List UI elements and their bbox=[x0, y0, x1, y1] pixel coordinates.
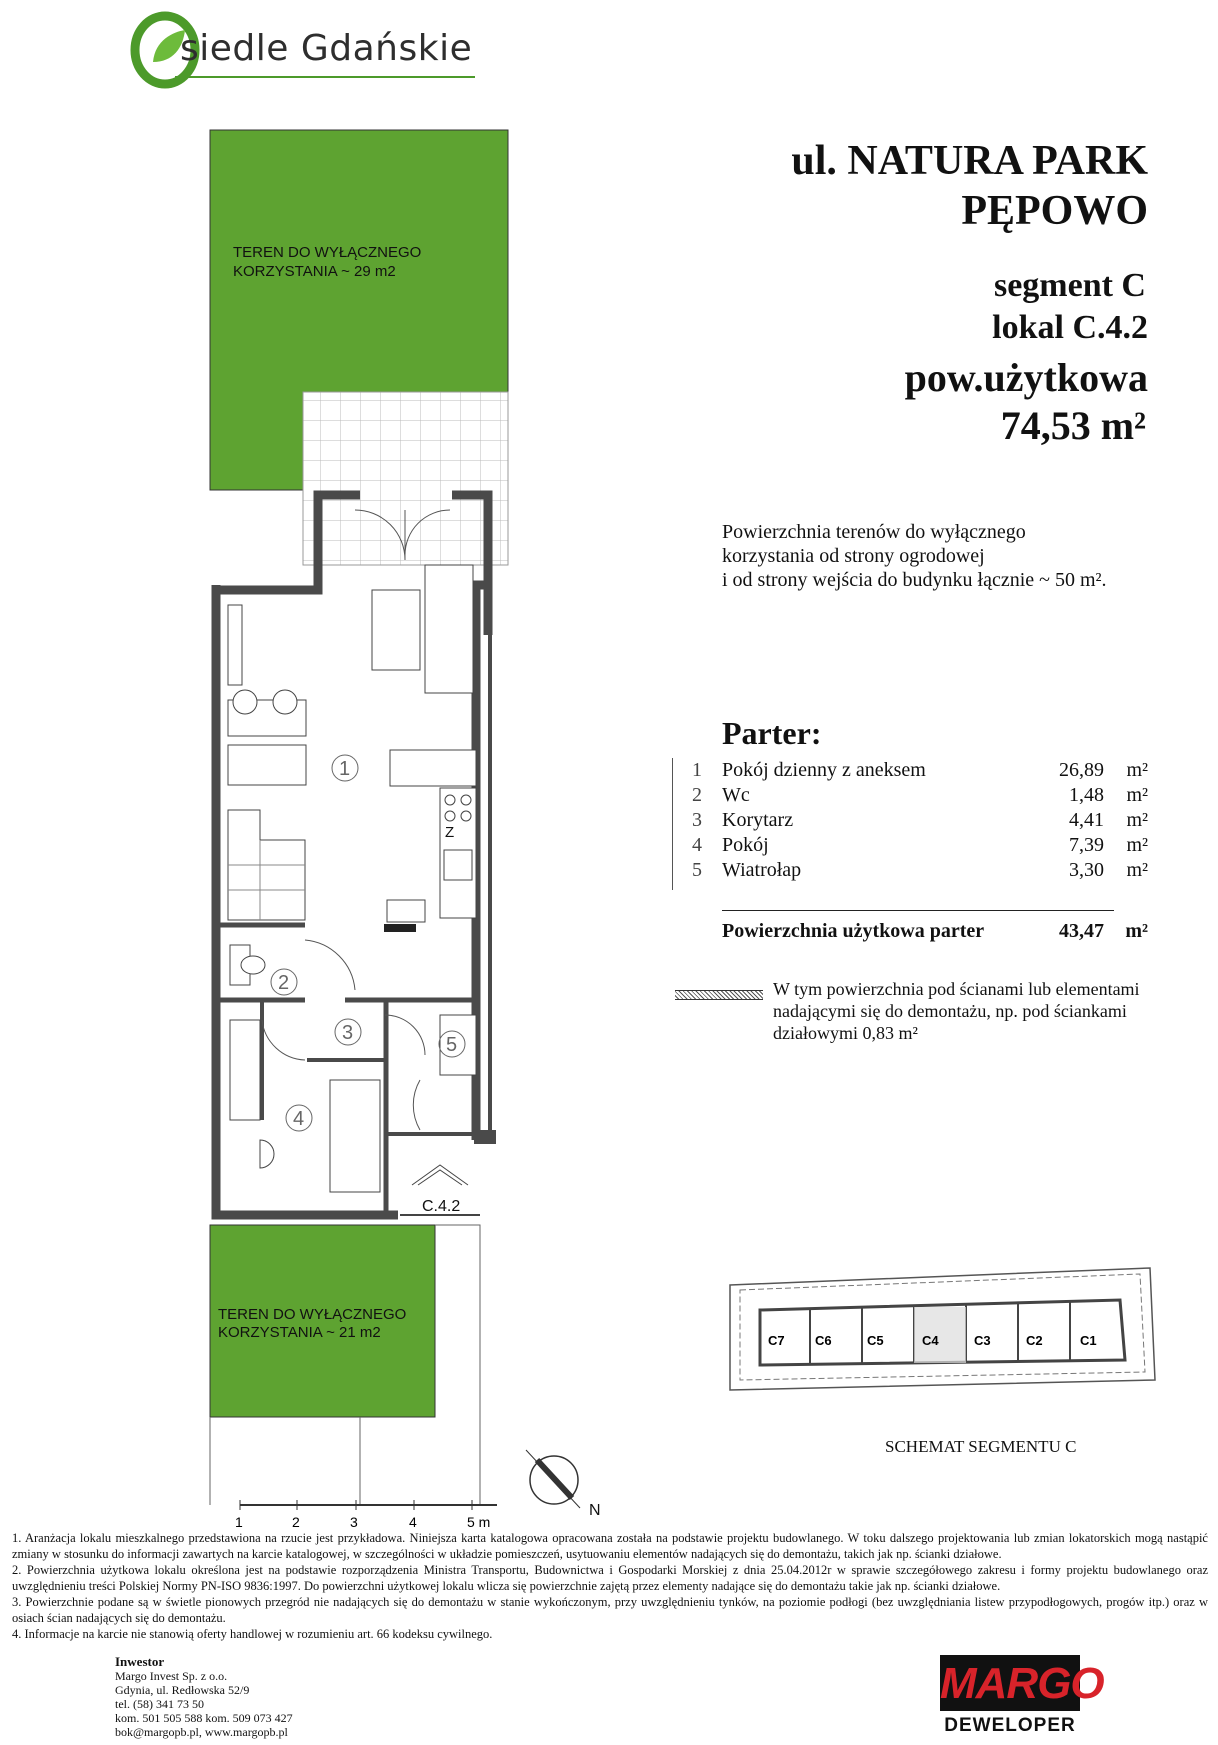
list-item: 4 Pokój 7,39 m² bbox=[692, 834, 1148, 856]
north-label: N bbox=[589, 1502, 601, 1519]
footnotes: 1. Aranżacja lokalu mieszkalnego przedstawiona na rzucie jest przykładowa. Niniejsza karta katalogowa opracowana została na podstawie projektu budowlanego. W toku dalszego projektowania lub zmian lokatorskich mogą nastąpić zmiany w stosunku do informacji zawartych na karcie katalogowej, w szczególności w układzie pomieszczeń, usytuowaniu elementów nadających się do demontażu, takich jak np. ścianki działowe. 2. Powierzchnia użytkowa lokalu określona jest na podstawie rozporządzenia Ministra Transportu, Budownictwa i Gospodarki Morskiej z dnia 25.04.2012r w sprawie szczegółowego zakresu i formy projektu budowlanego oraz uwzględnieniu treści Polskiej Normy PN-ISO 9836:1997. Do powierzchni użytkowej lokalu wlicza się powierzchnie zajętą przez elementy nadające się do demontażu takie jak np. ścianki działowe. 3. Powierzchnie podane są w świetle pionowych przegród nie nadających się do demontażu w stanie wykończonym, przy uwzględnieniu tynków, na poziomie podłogi (bez uwzględniania listew przypodłogowych, progów itp.) oraz w osiach ścian nadających się do demontażu. 4. Informacje na karcie nie stanowią oferty handlowej w rozumieniu art. 66 kodeksu cywilnego. bbox=[12, 1531, 1208, 1641]
total-row: Powierzchnia użytkowa parter 43,47 m² bbox=[722, 920, 1148, 942]
city-title: PĘPOWO bbox=[961, 188, 1148, 234]
estate-logo bbox=[125, 10, 485, 90]
street-title: ul. NATURA PARK bbox=[791, 138, 1148, 184]
investor-block: Inwestor Margo Invest Sp. z o.o. Gdynia, ul. Redłowska 52/9 tel. (58) 341 73 50 kom. 501 505 588 kom. 509 073 427 bok@margopb.pl, www.margopb.pl bbox=[115, 1654, 293, 1739]
garden-top-label-2: KORZYSTANIA ~ 29 m2 bbox=[233, 263, 396, 280]
scale-label-3: 3 bbox=[350, 1514, 358, 1530]
walls-note: W tym powierzchnia pod ścianami lub elementami nadającymi się do demontażu, np. pod ściankami działowymi 0,83 m² bbox=[773, 979, 1140, 1043]
schema-label-C3: C3 bbox=[974, 1333, 991, 1348]
list-item: 2 Wc 1,48 m² bbox=[692, 784, 1148, 806]
scale-label-5: 5 m bbox=[467, 1514, 491, 1530]
schema-label-C2: C2 bbox=[1026, 1333, 1043, 1348]
garden-bottom-label-2: KORZYSTANIA ~ 21 m2 bbox=[218, 1324, 381, 1341]
floor-plan bbox=[0, 120, 560, 1530]
segment-schema bbox=[700, 1260, 1160, 1400]
segment-label: segment C bbox=[993, 267, 1146, 304]
schema-label-C4: C4 bbox=[922, 1333, 939, 1348]
developer-logo: MARGO DEWELOPER bbox=[940, 1655, 1080, 1740]
scale-label-1: 1 bbox=[235, 1514, 243, 1530]
list-item: 3 Korytarz 4,41 m² bbox=[692, 809, 1148, 831]
scale-label-4: 4 bbox=[409, 1514, 417, 1530]
room-number-2: 2 bbox=[278, 972, 290, 994]
rooms-list bbox=[672, 758, 1148, 883]
schema-caption: SCHEMAT SEGMENTU C bbox=[885, 1437, 1077, 1456]
room-number-5: 5 bbox=[446, 1034, 458, 1056]
garden-top-label-1: TEREN DO WYŁĄCZNEGO bbox=[233, 244, 422, 261]
area-label: pow.użytkowa bbox=[904, 355, 1148, 400]
garden-info: Powierzchnia terenów do wyłącznego korzystania od strony ogrodowej i od strony wejścia do budynku łącznie ~ 50 m². bbox=[722, 521, 1107, 591]
logo-text: siedle Gdańskie bbox=[180, 28, 473, 69]
entry-label: C.4.2 bbox=[422, 1198, 461, 1215]
scale-label-2: 2 bbox=[292, 1514, 300, 1530]
schema-label-C5: C5 bbox=[867, 1333, 884, 1348]
garden-bottom-label-1: TEREN DO WYŁĄCZNEGO bbox=[218, 1306, 407, 1323]
area-value: 74,53 m² bbox=[1000, 403, 1146, 448]
total-divider bbox=[722, 910, 1114, 911]
schema-label-C7: C7 bbox=[768, 1333, 785, 1348]
fridge-label: Z bbox=[445, 824, 455, 841]
parter-heading: Parter: bbox=[722, 715, 822, 751]
room-number-4: 4 bbox=[293, 1108, 305, 1130]
list-item: 1 Pokój dzienny z aneksem 26,89 m² bbox=[692, 759, 1148, 781]
hatch-legend-swatch bbox=[675, 990, 763, 1000]
list-item: 5 Wiatrołap 3,30 m² bbox=[692, 859, 1148, 881]
room-number-3: 3 bbox=[342, 1022, 354, 1044]
unit-label: lokal C.4.2 bbox=[992, 309, 1148, 346]
compass-icon bbox=[526, 1450, 580, 1508]
schema-label-C1: C1 bbox=[1080, 1333, 1097, 1348]
room-number-1: 1 bbox=[339, 758, 351, 780]
schema-label-C6: C6 bbox=[815, 1333, 832, 1348]
